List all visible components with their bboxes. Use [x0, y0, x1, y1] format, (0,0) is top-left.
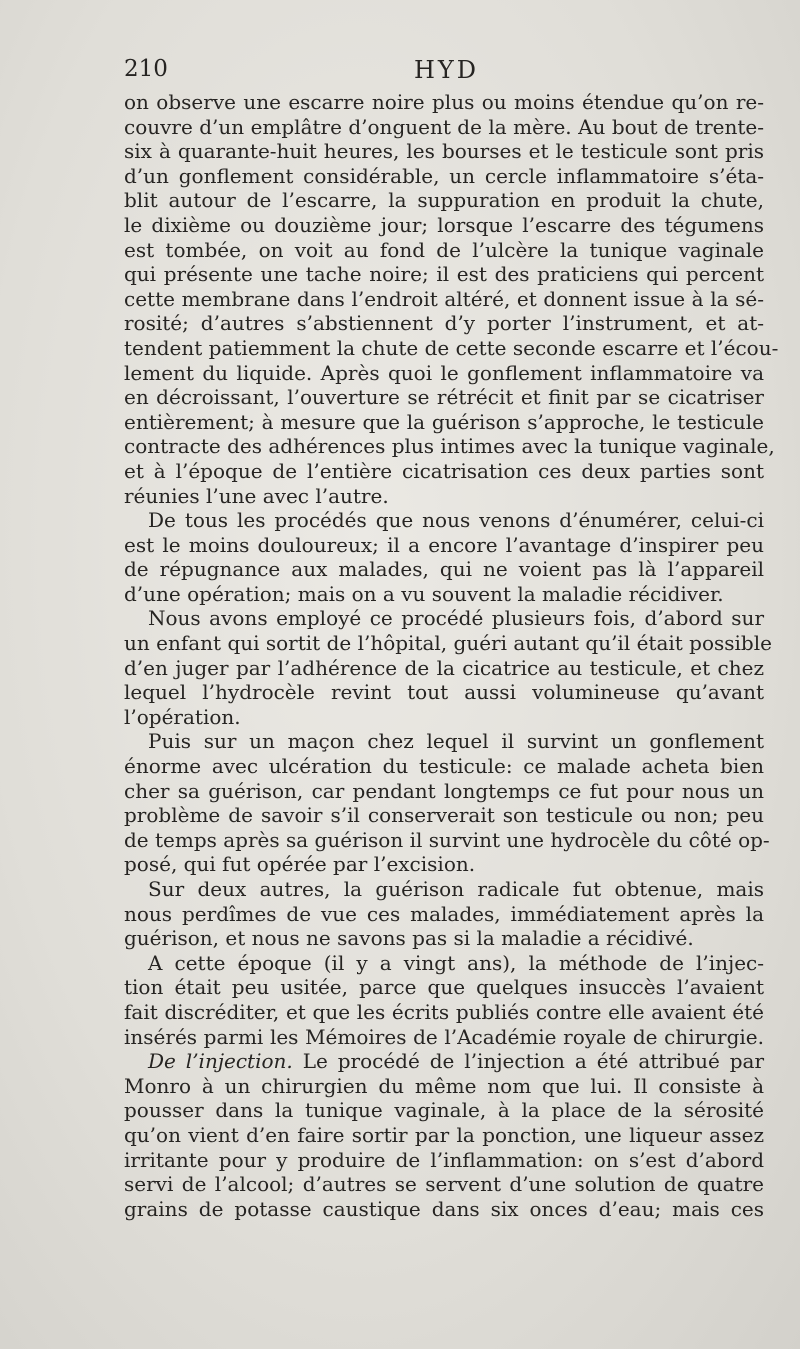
text-line: qu’on vient d’en faire sortir par la ponction, une liqueur assez	[124, 1122, 764, 1147]
text-line: De tous les procédés que nous venons d’énumérer, celui-ci	[148, 508, 764, 533]
text-line: tion était peu usitée, parce que quelques insuccès l’avaient	[124, 975, 764, 1000]
text-line: d’en juger par l’adhérence de la cicatrice au testicule, et chez	[124, 655, 764, 680]
text-line: posé, qui fut opérée par l’excision.	[124, 852, 476, 877]
text-run: Le procédé de l’injection a été attribué par	[302, 1049, 764, 1074]
text-line: le dixième ou douzième jour; lorsque l’escarre des tégumens	[124, 212, 764, 237]
text-line: nous perdîmes de vue ces malades, immédiatement après la	[124, 901, 764, 926]
text-line: énorme avec ulcération du testicule: ce malade acheta bien	[124, 754, 764, 779]
text-line: problème de savoir s’il conserverait son testicule ou non; peu	[124, 803, 764, 828]
text-line: Nous avons employé ce procédé plusieurs fois, d’abord sur	[148, 606, 764, 631]
text-line: est tombée, on voit au fond de l’ulcère la tunique vaginale	[124, 237, 764, 262]
text-line: d’une opération; mais on a vu souvent la maladie récidiver.	[124, 581, 724, 606]
text-line: grains de potasse caustique dans six onces d’eau; mais ces	[124, 1196, 764, 1221]
text-line: un enfant qui sortit de l’hôpital, guéri autant qu’il était possible	[124, 631, 772, 656]
text-line: insérés parmi les Mémoires de l’Académie royale de chirurgie.	[124, 1024, 764, 1049]
text-line: réunies l’une avec l’autre.	[124, 483, 389, 508]
text-line: irritante pour y produire de l’inflammation: on s’est d’abord	[124, 1147, 764, 1172]
text-line: guérison, et nous ne savons pas si la maladie a récidivé.	[124, 926, 694, 951]
text-line: on observe une escarre noire plus ou moins étendue qu’on re-	[124, 90, 764, 114]
text-line: cher sa guérison, car pendant longtemps ce fut pour nous un	[124, 778, 764, 803]
running-head-title: HYD	[414, 56, 480, 84]
text-line: Sur deux autres, la guérison radicale fut obtenue, mais	[148, 877, 764, 901]
body-text	[124, 90, 779, 1221]
text-line: l’opération.	[124, 704, 241, 729]
text-line: servi de l’alcool; d’autres se servent d’une solution de quatre	[124, 1172, 764, 1197]
text-line: contracte des adhérences plus intimes avec la tunique vaginale,	[124, 434, 775, 459]
page-number: 210	[124, 56, 168, 82]
running-head	[124, 56, 764, 90]
section-line	[124, 1049, 764, 1074]
text-line: rosité; d’autres s’abstiennent d’y porter l’instrument, et at-	[124, 311, 764, 336]
text-line: d’un gonflement considérable, un cercle inflammatoire s’éta-	[124, 163, 764, 188]
text-line: qui présente une tache noire; il est des praticiens qui percent	[124, 262, 764, 287]
text-line: cette membrane dans l’endroit altéré, et donnent issue à la sé-	[124, 286, 764, 311]
text-line: de temps après sa guérison il survint une hydrocèle du côté op-	[124, 827, 770, 852]
text-line: Monro à un chirurgien du même nom que lui. Il consiste à	[124, 1073, 764, 1098]
text-line: couvre d’un emplâtre d’onguent de la mère. Au bout de trente-	[124, 114, 764, 139]
text-line: blit autour de l’escarre, la suppuration en produit la chute,	[124, 188, 764, 213]
text-line: six à quarante-huit heures, les bourses et le testicule sont pris	[124, 139, 764, 164]
text-line: lequel l’hydrocèle revint tout aussi volumineuse qu’avant	[124, 680, 764, 705]
text-line: et à l’époque de l’entière cicatrisation ces deux parties sont	[124, 458, 764, 483]
text-line: est le moins douloureux; il a encore l’avantage d’inspirer peu	[124, 532, 764, 557]
text-line: pousser dans la tunique vaginale, à la place de la sérosité	[124, 1098, 764, 1123]
text-line: Puis sur un maçon chez lequel il survint un gonflement	[148, 729, 764, 754]
text-line: de répugnance aux malades, qui ne voient pas là l’appareil	[124, 557, 764, 582]
text-line: tendent patiemment la chute de cette seconde escarre et l’écou-	[124, 335, 779, 360]
text-line: en décroissant, l’ouverture se rétrécit et finit par se cicatriser	[124, 385, 764, 410]
text-line: fait discréditer, et que les écrits publiés contre elle avaient été	[124, 999, 764, 1024]
text-line: entièrement; à mesure que la guérison s’approche, le testicule	[124, 409, 764, 434]
text-line: lement du liquide. Après quoi le gonflement inflammatoire va	[124, 360, 764, 385]
section-heading: De l’injection.	[148, 1049, 293, 1074]
text-line: A cette époque (il y a vingt ans), la méthode de l’injec-	[148, 950, 764, 975]
